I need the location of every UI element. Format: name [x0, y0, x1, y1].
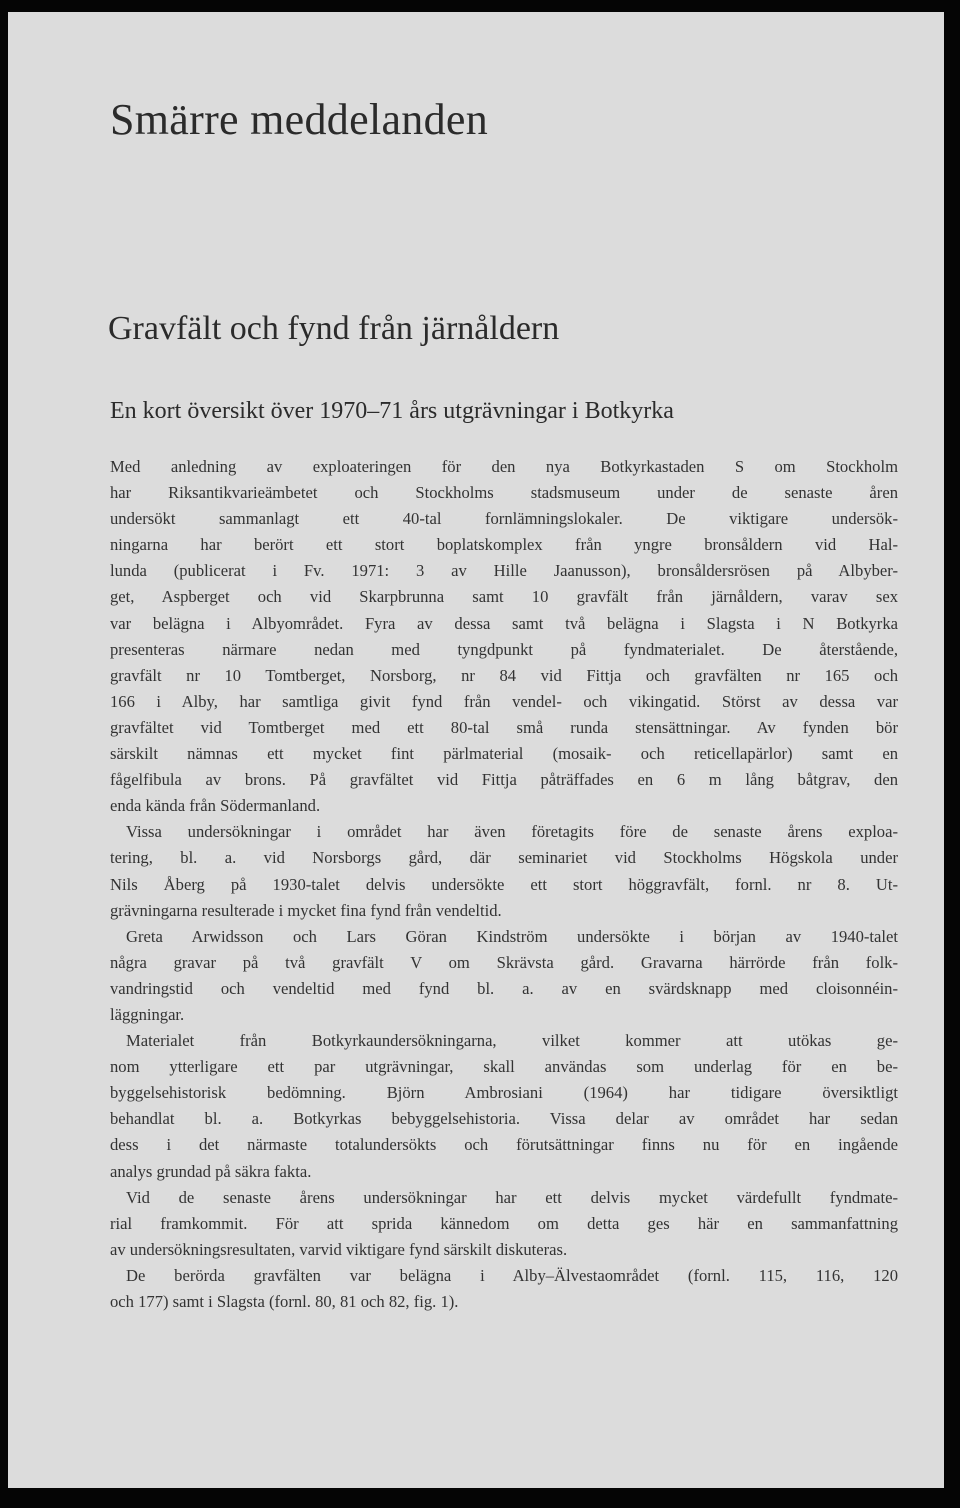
text-line: har Riksantikvarieämbetet och Stockholms stadsmuseum under de senaste åren	[110, 483, 898, 503]
text-line: dess i det närmaste totalundersökts och förutsättningar finns nu för en ingående	[110, 1135, 898, 1155]
article-subtitle: En kort översikt över 1970–71 års utgrävningar i Botkyrka	[110, 398, 674, 424]
text-line: 166 i Alby, har samtliga givit fynd från vendel- och vikingatid. Störst av dessa var	[110, 691, 898, 711]
text-line: var belägna i Albyområdet. Fyra av dessa samt två belägna i Slagsta i N Botkyrka	[110, 613, 898, 633]
document-page	[8, 12, 944, 1488]
text-line: vandringstid och vendeltid med fynd bl. a. av en svärdsknapp med cloisonnéin-	[110, 978, 898, 998]
text-line: fågelfibula av brons. På gravfältet vid Fittja påträffades en 6 m lång båtgrav, den	[110, 770, 898, 790]
text-line: grävningarna resulterade i mycket fina fynd från vendeltid.	[110, 900, 502, 920]
text-line: gravfält nr 10 Tomtberget, Norsborg, nr 84 vid Fittja och gravfälten nr 165 och	[110, 665, 898, 685]
text-line: byggelsehistorisk bedömning. Björn Ambrosiani (1964) har tidigare översiktligt	[110, 1083, 898, 1103]
text-line: ningarna har berört ett stort boplatskomplex från yngre bronsåldern vid Hal-	[110, 535, 898, 555]
section-heading: Smärre meddelanden	[110, 95, 489, 144]
text-line: Nils Åberg på 1930-talet delvis undersökte ett stort höggravfält, fornl. nr 8. Ut-	[110, 874, 898, 894]
text-line: undersökt sammanlagt ett 40-tal fornlämningslokaler. De viktigare undersök-	[110, 509, 898, 529]
text-line: Vissa undersökningar i området har även företagits före de senaste årens exploa-	[126, 822, 898, 842]
text-line: tering, bl. a. vid Norsborgs gård, där seminariet vid Stockholms Högskola under	[110, 848, 898, 868]
text-line: särskilt nämnas ett mycket fint pärlmaterial (mosaik- och reticellapärlor) samt en	[110, 744, 898, 764]
text-line: några gravar på två gravfält V om Skrävsta gård. Gravarna härrörde från folk-	[110, 952, 898, 972]
text-line: av undersökningsresultaten, varvid viktigare fynd särskilt diskuteras.	[110, 1239, 568, 1259]
text-line: nom ytterligare ett par utgrävningar, skall användas som underlag för en be-	[110, 1057, 898, 1077]
text-line: behandlat bl. a. Botkyrkas bebyggelsehistoria. Vissa delar av området har sedan	[110, 1109, 898, 1129]
text-line: Greta Arwidsson och Lars Göran Kindström undersökte i början av 1940-talet	[126, 926, 898, 946]
text-line: Materialet från Botkyrkaundersökningarna, vilket kommer att utökas ge-	[126, 1031, 898, 1051]
text-line: Med anledning av exploateringen för den nya Botkyrkastaden S om Stockholm	[110, 457, 898, 476]
text-line: get, Aspberget och vid Skarpbrunna samt 10 gravfält från järnåldern, varav sex	[110, 587, 898, 607]
article-title: Gravfält och fynd från järnåldern	[108, 310, 560, 347]
text-line: presenteras närmare nedan med tyngdpunkt på fyndmaterialet. De återstående,	[110, 639, 898, 659]
text-line: läggningar.	[110, 1004, 185, 1024]
body-text	[110, 454, 898, 1315]
text-line: rial framkommit. För att sprida kännedom om detta ges här en sammanfattning	[110, 1213, 898, 1233]
text-line: Vid de senaste årens undersökningar har ett delvis mycket värdefullt fyndmate-	[126, 1187, 898, 1207]
text-line: lunda (publicerat i Fv. 1971: 3 av Hille Jaanusson), bronsåldersrösen på Albyber-	[110, 561, 898, 581]
text-line: gravfältet vid Tomtberget med ett 80-tal små runda stensättningar. Av fynden bör	[110, 717, 898, 737]
text-line: analys grundad på säkra fakta.	[110, 1161, 312, 1181]
text-line: enda kända från Södermanland.	[110, 796, 321, 816]
text-line: De berörda gravfälten var belägna i Alby–Älvestaområdet (fornl. 115, 116, 120	[126, 1265, 898, 1285]
text-line: och 177) samt i Slagsta (fornl. 80, 81 och 82, fig. 1).	[110, 1292, 459, 1311]
